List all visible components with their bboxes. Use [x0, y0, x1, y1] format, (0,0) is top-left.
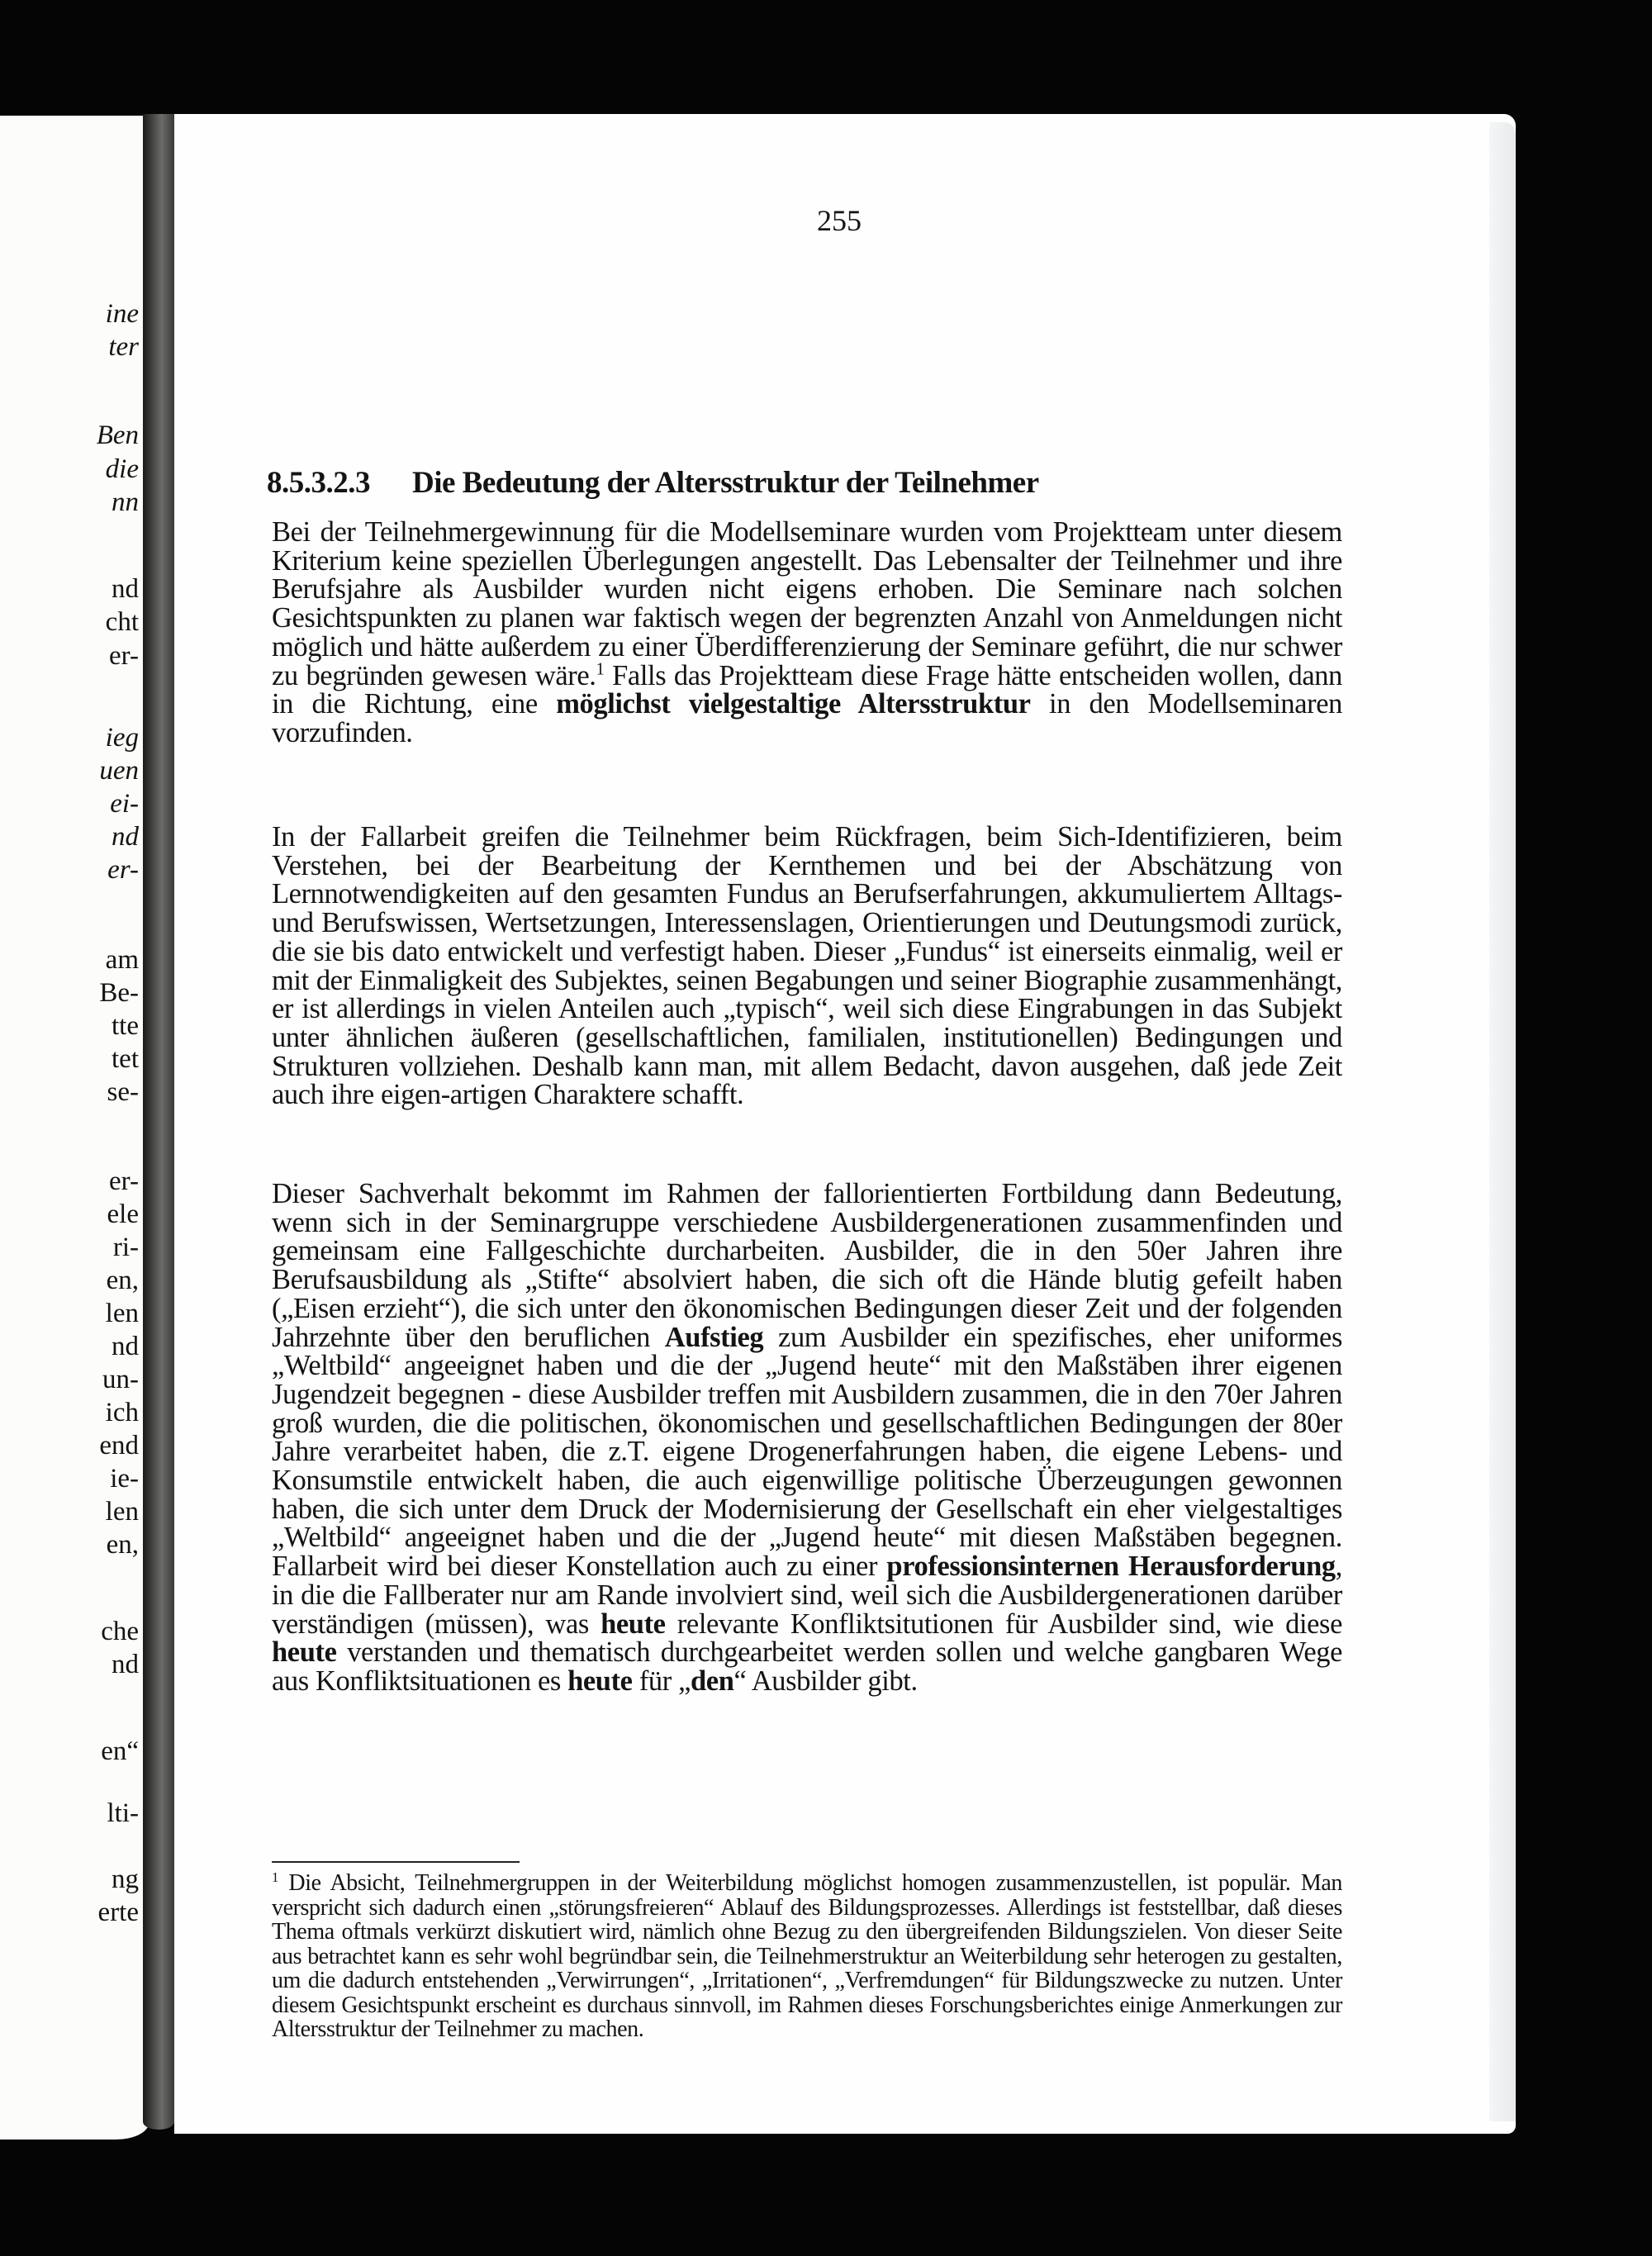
- left-page-text-fragment: end: [99, 1431, 139, 1460]
- emphasis-text: heute: [601, 1608, 666, 1640]
- section-title: Die Bedeutung der Altersstruktur der Teilnehmer: [412, 466, 1039, 500]
- body-text: In der Fallarbeit greifen die Teilnehmer beim Rückfragen, beim Sich-Identifizieren, beim Verstehen, bei der Bearbeitung der Kernthemen und bei der Abschätzung von Lernnotwendigkeiten auf den gesamten Fundus an Berufserfahrungen, akkumuliertem Alltags- und Berufswissen, Wertsetzungen, Interessenslagen, Orientierungen und Deutungsmodi zurück, die sie bis dato entwickelt und verfestigt haben. Dieser „Fundus“ ist einerseits einmalig, weil er mit der Einmaligkeit des Subjektes, seinen Begabungen und seiner Biographie zusammenhängt, er ist allerdings in vielen Anteilen auch „typisch“, weil sich diese Eingrabungen in das Subjekt unter ähnlichen äußeren (gesellschaftlichen, familialen, institutionellen) Bedingungen und Strukturen vollziehen. Deshalb kann man, mit allem Bedacht, davon ausgehen, daß jede Zeit auch ihre eigen-artigen Charaktere schafft.: [272, 821, 1342, 1111]
- left-page-text-fragment: ine: [105, 299, 139, 329]
- page-edge: [1489, 122, 1516, 2121]
- left-page-text-fragment: ich: [105, 1398, 139, 1427]
- left-page-text-fragment: uen: [99, 756, 139, 786]
- left-page-text-fragment: erte: [97, 1897, 139, 1927]
- emphasis-text: Aufstieg: [664, 1321, 764, 1353]
- left-page-text-fragment: er-: [109, 641, 139, 671]
- left-page-text-fragment: nd: [112, 822, 139, 852]
- left-page-text-fragment: che: [101, 1617, 139, 1646]
- left-page-text-fragment: cht: [105, 607, 139, 637]
- footnote: [272, 1871, 1342, 2042]
- left-page-text-fragment: nd: [112, 1332, 139, 1361]
- left-page-text-fragment: Be-: [99, 978, 139, 1008]
- left-page-text-fragment: un-: [102, 1365, 139, 1394]
- section-number: 8.5.3.2.3: [267, 466, 370, 500]
- left-page-text-fragment: am: [105, 945, 139, 975]
- body-text: Dieser Sachverhalt bekommt im Rahmen der fallorientierten Fortbildung dann Bedeutung, wenn sich in der Seminargruppe verschiedene Ausbildergenerationen zusammenfinden und gemeinsam eine Fallgeschichte durcharbeiten. Ausbilder, die in den 50er Jahren ihre Berufsausbildung als „Stifte“ absolviert haben, die sich oft die Hände blutig gefeilt haben („Eisen erzieht“), die sich unter den ökonomischen Bedingungen dieser Zeit und der folgenden Jahrzehnte über den beruflichen: [272, 1178, 1342, 1353]
- left-page-text-fragment: ng: [112, 1864, 139, 1894]
- left-page-text-fragment: Ben: [96, 420, 139, 450]
- left-page-text-fragment: en,: [106, 1530, 139, 1560]
- left-page-text-fragment: die: [105, 454, 139, 484]
- emphasis-text: professionsinternen Herausforderung: [886, 1551, 1336, 1583]
- section-heading: [267, 465, 1039, 501]
- left-page-text-fragment: ei-: [110, 789, 139, 819]
- document-page: [174, 114, 1516, 2134]
- left-page-text-fragment: nd: [112, 1650, 139, 1679]
- left-page-text-fragment: en,: [106, 1266, 139, 1295]
- paragraph-3: [272, 1180, 1342, 1696]
- left-page-text-fragment: nd: [112, 574, 139, 604]
- body-text: Falls das Projektteam diese Frage hätte entscheiden wollen, dann in die Richtung, eine: [272, 659, 1342, 720]
- body-text: zum Ausbilder ein spezifisches, eher uniformes „Weltbild“ angeeignet haben und die der „Jugend heute“ mit den Maßstäben ihrer eigenen Jugendzeit begegnen - diese Ausbilder treffen mit Ausbildern zusammen, die in den 70er Jahren groß wurden, die die politischen, ökonomischen und gesellschaftlichen Bedingungen der 80er Jahre verarbeitet haben, die z.T. eigene Drogenerfahrungen haben, die eigene Lebens- und Konsumstile entwickelt haben, die auch eigenwillige politische Überzeugungen gewonnen haben, die sich unter dem Druck der Modernisierung der Gesellschaft ein eher vielgestaltiges „Weltbild“ angeeignet haben und die der „Jugend heute“ mit diesen Maßstäben begegnen. Fallarbeit wird bei dieser Konstellation auch zu einer: [272, 1321, 1342, 1583]
- left-page-text-fragment: er-: [109, 1166, 139, 1196]
- left-page-text-fragment: len: [105, 1299, 139, 1328]
- emphasis-text: heute: [272, 1636, 337, 1669]
- left-page-text-fragment: lti-: [107, 1798, 139, 1828]
- footnote-text: Die Absicht, Teilnehmergruppen in der Weiterbildung möglichst homogen zusammenzustellen, ist populär. Man verspricht sich dadurch einen „störungsfreieren“ Ablauf des Bildungsprozesses. Allerdings ist feststellbar, daß dieses Thema oftmals verkürzt diskutiert wird, nämlich ohne Bezug zu den übergreifenden Bildungszielen. Von dieser Seite aus betrachtet kann es sehr wohl begründbar sein, die Teilnehmerstruktur an Weiterbildung sehr heterogen zu gestalten, um die dadurch entstehenden „Verwirrungen“, „Irritationen“, „Verfremdungen“ für Bildungszwecke zu nutzen. Unter diesem Gesichtspunkt erscheint es durchaus sinnvoll, im Rahmen dieses Forschungsberichtes einige Anmerkungen zur Altersstruktur der Teilnehmer zu machen.: [272, 1870, 1342, 2042]
- body-text: in den Modellseminaren vorzufinden.: [272, 688, 1342, 748]
- left-page-text-fragment: en“: [101, 1736, 139, 1766]
- footnote-reference: 1: [596, 660, 605, 679]
- left-page-text-fragment: er-: [107, 855, 139, 885]
- paragraph-1: [272, 518, 1342, 748]
- emphasis-text: möglichst vielgestaltige Altersstruktur: [556, 688, 1031, 720]
- emphasis-text: heute: [567, 1665, 633, 1697]
- footnote-marker: 1: [272, 1869, 278, 1885]
- body-text: Bei der Teilnehmergewinnung für die Modellseminare wurden vom Projektteam unter diesem Kriterium keine speziellen Überlegungen angestellt. Das Lebensalter der Teilnehmer und ihre Berufsjahre als Ausbilder wurden nicht eigens erhoben. Die Seminare nach solchen Gesichtspunkten zu planen war faktisch wegen der begrenzten Anzahl von Anmeldungen nicht möglich und hätte außerdem zu einer Überdifferenzierung der Seminare geführt, die nur schwer zu begründen gewesen wäre.: [272, 516, 1342, 691]
- footnote-separator: [272, 1861, 520, 1863]
- page-number: 255: [817, 204, 862, 237]
- left-page-text-fragment: se-: [107, 1077, 139, 1107]
- paragraph-2: [272, 823, 1342, 1109]
- left-page-fragment: [0, 116, 149, 2140]
- left-page-text-fragment: ie-: [110, 1464, 139, 1494]
- left-page-text-fragment: ter: [108, 332, 139, 362]
- left-page-text-fragment: tte: [112, 1011, 139, 1041]
- left-page-text-fragment: nn: [112, 487, 139, 517]
- book-spine: [143, 114, 174, 2130]
- left-page-text-fragment: len: [105, 1497, 139, 1527]
- body-text: , in die die Fallberater nur am Rande involviert sind, weil sich die Ausbildergenerationen darüber verständigen (müssen), was: [272, 1551, 1342, 1640]
- emphasis-text: den: [691, 1665, 734, 1697]
- left-page-text-fragment: tet: [112, 1044, 139, 1074]
- body-text: relevante Konfliktsitutionen für Ausbilder sind, wie diese: [665, 1608, 1342, 1640]
- left-page-text-fragment: ieg: [105, 723, 139, 753]
- body-text: “ Ausbilder gibt.: [733, 1665, 918, 1697]
- left-page-text-fragment: ri-: [112, 1232, 139, 1262]
- body-text: verstanden und thematisch durchgearbeitet werden sollen und welche gangbaren Wege aus Konfliktsituationen es: [272, 1636, 1342, 1697]
- left-page-text-fragment: ele: [107, 1199, 139, 1229]
- body-text: für „: [632, 1665, 691, 1697]
